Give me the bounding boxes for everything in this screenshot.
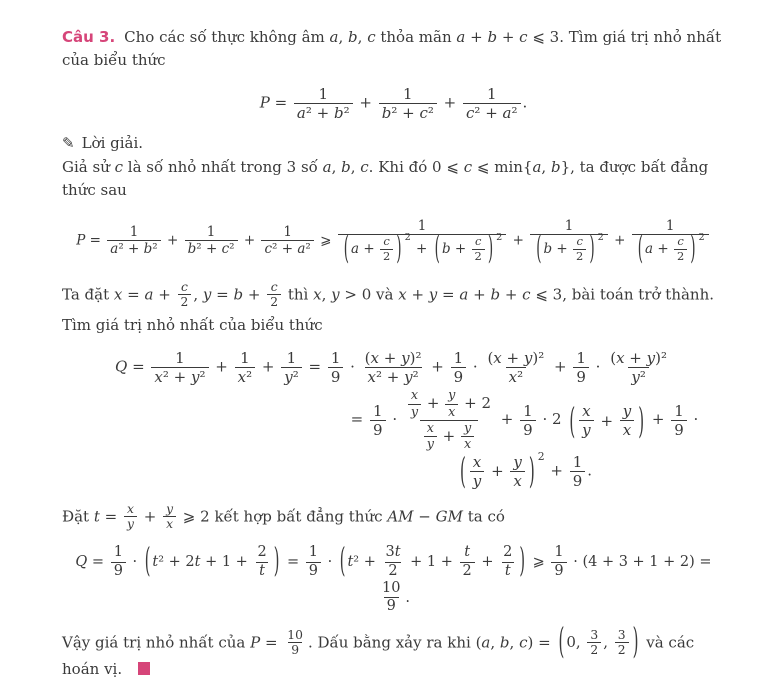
problem-statement-text: Cho các số thực không âm a, b, c thỏa mãn a + b + c ⩽ 3. Tìm giá trị nhỏ nhất của biểu thức [62,28,722,70]
formula-q-expansion: Q = $\frac{1}{\text{x² + y²}}$ + $\frac{1}{\text{x²}}$ + $\frac{1}{\text{y²}}$ = $\frac{1}{9}$ · $\frac{\text{(x + y)²}}{\text{x² + y²}}$ + $\frac{1}{9}$ · $\frac{\text{(x + y)²}}{\text{x²}}$ + $\frac{1}{9}$ · $\frac{\text{(x + y)²}}{\text{y²}}$ [114,349,667,387]
solution-header [62,134,725,152]
problem-label: Câu 3. [62,28,116,46]
formula-q-bound: Q = $\frac{1}{9}$ · ( t² + 2t + 1 + $\frac{2}{t}$ ) = $\frac{1}{9}$ · ( t² + $\frac{3t}{2}$ + 1 + $\frac{t}{2}$ + $\frac{2}{t}$ ) ⩾ $\frac{1}{9}$ · (4 + 3 + 1 + 2) = $\frac{10}{9}$ . [75,543,717,615]
t-substitution-paragraph: Đặt t = $\frac{x}{y}$ + $\frac{y}{x}$ ⩾ 2 kết hợp bất đẳng thức AM − GM ta có [62,501,505,532]
qed-square [138,662,150,675]
solution-label: Lời giải. [81,133,144,152]
formula-q-continued: = $\frac{1}{9}$ · $\frac{x}{y}$ + $\frac{y}{x}$ + 2 $\frac{x}{y}$ + $\frac{y}{x}$ + $\frac{1}{9}$ · 2 ( $\frac{x}{y}$ + $\frac{y}{x}$ ) + $\frac{1}{9}$ · ( $\frac{x}{y}$ + $\frac{y}{x}$ ) 2 + $\frac{1}{9}$ . [350,388,704,493]
find-min-paragraph: Tìm giá trị nhỏ nhất của biểu thức [62,316,323,335]
pencil-icon: ✎ [62,133,75,152]
conclusion-paragraph: Vậy giá trị nhỏ nhất của P = $\frac{10}{9}$ . Dấu bằng xảy ra khi (a, b, c) = ( 0, $\frac{3}{2}$ , $\frac{3}{2}$ ) và các hoán vị. [62,620,695,679]
problem-statement [62,26,725,73]
substitution-paragraph: Ta đặt x = a + $\frac{c}{2}$ , y = b + $\frac{c}{2}$ thì x, y > 0 và x + y = a + b + c ⩽ 3, bài toán trở thành. [62,279,715,310]
formula-p-definition: P = $\frac{1}{\text{a² + b²}}$ + $\frac{1}{\text{b² + c²}}$ + $\frac{1}{\text{c² + a²}}$ . [259,84,528,122]
assumption-paragraph: Giả sử c là số nhỏ nhất trong 3 số a, b, c. Khi đó 0 ⩽ c ⩽ min{a, b}, ta được bất đẳng thức sau [62,157,709,199]
formula-inequality: P = $\frac{1}{\text{a² + b²}}$ + $\frac{1}{\text{b² + c²}}$ + $\frac{1}{\text{c² + a²}}$ ⩾ 1 ( a + $\frac{c}{2}$ ) 2 + ( b + $\frac{c}{2}$ ) 2 + 1 ( b + $\frac{c}{2}$ ) 2 + 1 ( a + $\frac{c}{2}$ ) 2 [62,218,725,264]
